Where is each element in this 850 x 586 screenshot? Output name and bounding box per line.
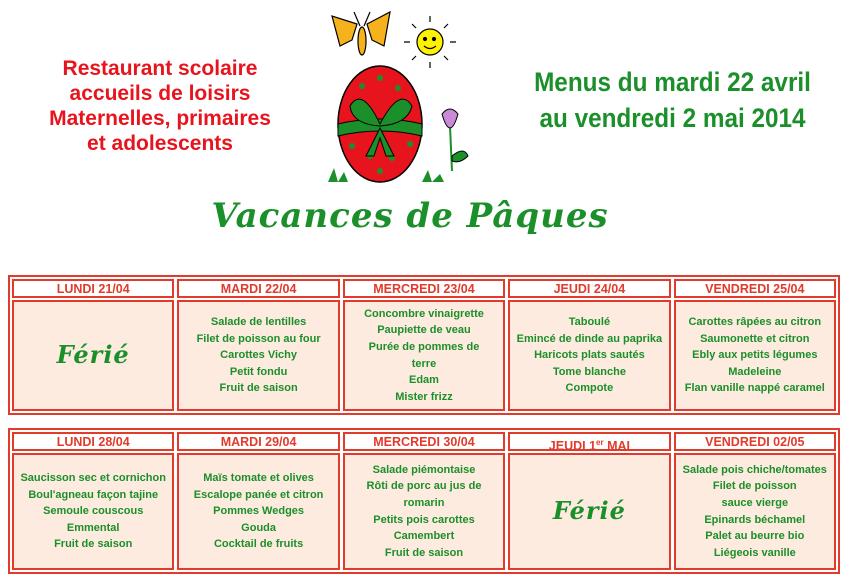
left-title-line: accueils de loisirs [69, 82, 251, 105]
day-column [343, 279, 505, 411]
menu-item: Petit fondu [229, 365, 288, 378]
menu-period-title [500, 64, 845, 136]
day-column [12, 432, 174, 570]
day-header: MERCREDI 30/04 [343, 432, 505, 451]
left-title-line: Restaurant scolaire [62, 57, 258, 80]
menu-item: Pommes Wedges [213, 505, 305, 518]
left-title-line: et adolescents [87, 132, 233, 155]
day-header: MARDI 22/04 [177, 279, 339, 298]
menu-item: terre [411, 357, 437, 370]
day-header: VENDREDI 25/04 [674, 279, 836, 298]
menu-item: Rôti de porc au jus de [366, 480, 482, 493]
menu-item: Emincé de dinde au paprika [516, 332, 663, 345]
day-header-ordinal: er [596, 438, 604, 447]
day-header: LUNDI 21/04 [12, 279, 174, 298]
day-header: VENDREDI 02/05 [674, 432, 836, 451]
holiday-label: Férié [56, 340, 130, 370]
day-column [177, 279, 339, 411]
day-menu [177, 300, 339, 411]
menu-item: Maïs tomate et olives [203, 472, 314, 485]
menu-item: Taboulé [568, 316, 611, 329]
left-title-line: Maternelles, primaires [49, 107, 271, 130]
day-column [177, 432, 339, 570]
menu-item: Edam [409, 374, 439, 387]
menu-item: Filet de poisson au four [196, 332, 321, 345]
menu-item: Mister frizz [395, 390, 453, 403]
holiday-title: Vacances de Pâques [211, 196, 609, 236]
day-column [508, 432, 670, 570]
day-menu [508, 453, 670, 570]
day-menu [12, 300, 174, 411]
easter-egg-illustration [322, 6, 472, 188]
menu-item: Flan vanille nappé caramel [684, 382, 825, 395]
day-menu [12, 453, 174, 570]
menu-item: Paupiette de veau [377, 324, 471, 337]
menu-item: Concombre vinaigrette [364, 307, 484, 320]
menu-item: Fruit de saison [384, 546, 464, 559]
menu-item: Epinards béchamel [704, 513, 806, 526]
day-column [674, 279, 836, 411]
menu-item: Escalope panée et citron [193, 488, 324, 501]
menu-item: Salade piémontaise [372, 463, 476, 476]
menu-item: Boul'agneau façon tajine [28, 488, 159, 501]
day-header: MERCREDI 23/04 [343, 279, 505, 298]
holiday-label: Férié [552, 496, 626, 526]
menu-item: Semoule couscous [43, 505, 144, 518]
menu-item: sauce vierge [721, 496, 789, 509]
menu-item: Madeleine [728, 365, 782, 378]
menu-period-line: au vendredi 2 mai 2014 [539, 103, 806, 133]
menu-item: Carottes râpées au citron [688, 316, 822, 329]
butterfly-icon [332, 12, 390, 55]
day-header-prefix: JEUDI 1 [548, 439, 597, 454]
menu-item: Ebly aux petits légumes [692, 349, 818, 362]
day-column [12, 279, 174, 411]
menu-item: Salade pois chiche/tomates [682, 463, 827, 476]
menu-item: Fruit de saison [54, 538, 133, 551]
menu-item: Liégeois vanille [713, 546, 796, 559]
menu-item: Salade de lentilles [210, 316, 307, 329]
menu-item: Fruit de saison [219, 382, 298, 395]
menu-item: Gouda [241, 521, 277, 534]
menu-item: Saucisson sec et cornichon [20, 472, 166, 485]
day-column [343, 432, 505, 570]
day-header: LUNDI 28/04 [12, 432, 174, 451]
day-header [508, 432, 670, 454]
day-header: MARDI 29/04 [177, 432, 339, 451]
menu-item: Palet au beurre bio [705, 530, 805, 543]
menu-item: Filet de poisson [712, 480, 797, 493]
left-title [10, 56, 310, 156]
day-header: JEUDI 24/04 [508, 279, 670, 298]
menu-item: Carottes Vichy [220, 349, 297, 362]
menu-period-line: Menus du mardi 22 avril [534, 67, 811, 97]
menu-item: Tome blanche [552, 365, 626, 378]
menu-item: Haricots plats sautés [534, 349, 645, 362]
menu-item: Cocktail de fruits [213, 538, 304, 551]
day-column [674, 432, 836, 570]
day-menu [177, 453, 339, 570]
menu-item: Camembert [393, 530, 455, 543]
flower-icon [442, 109, 468, 171]
day-column [508, 279, 670, 411]
week-2-menu [8, 428, 840, 574]
week-1-menu [8, 275, 840, 415]
sun-icon [404, 16, 456, 68]
day-menu [674, 453, 836, 570]
menu-item: Petits pois carottes [373, 513, 475, 526]
menu-item: Compote [565, 382, 614, 395]
menu-item: romarin [403, 496, 445, 509]
menu-item: Emmental [66, 521, 120, 534]
day-menu [343, 300, 505, 411]
day-header-suffix: MAI [603, 439, 630, 454]
day-menu [674, 300, 836, 411]
day-menu [508, 300, 670, 411]
day-menu [343, 453, 505, 570]
menu-item: Saumonette et citron [700, 332, 810, 345]
menu-item: Purée de pommes de [368, 340, 480, 353]
